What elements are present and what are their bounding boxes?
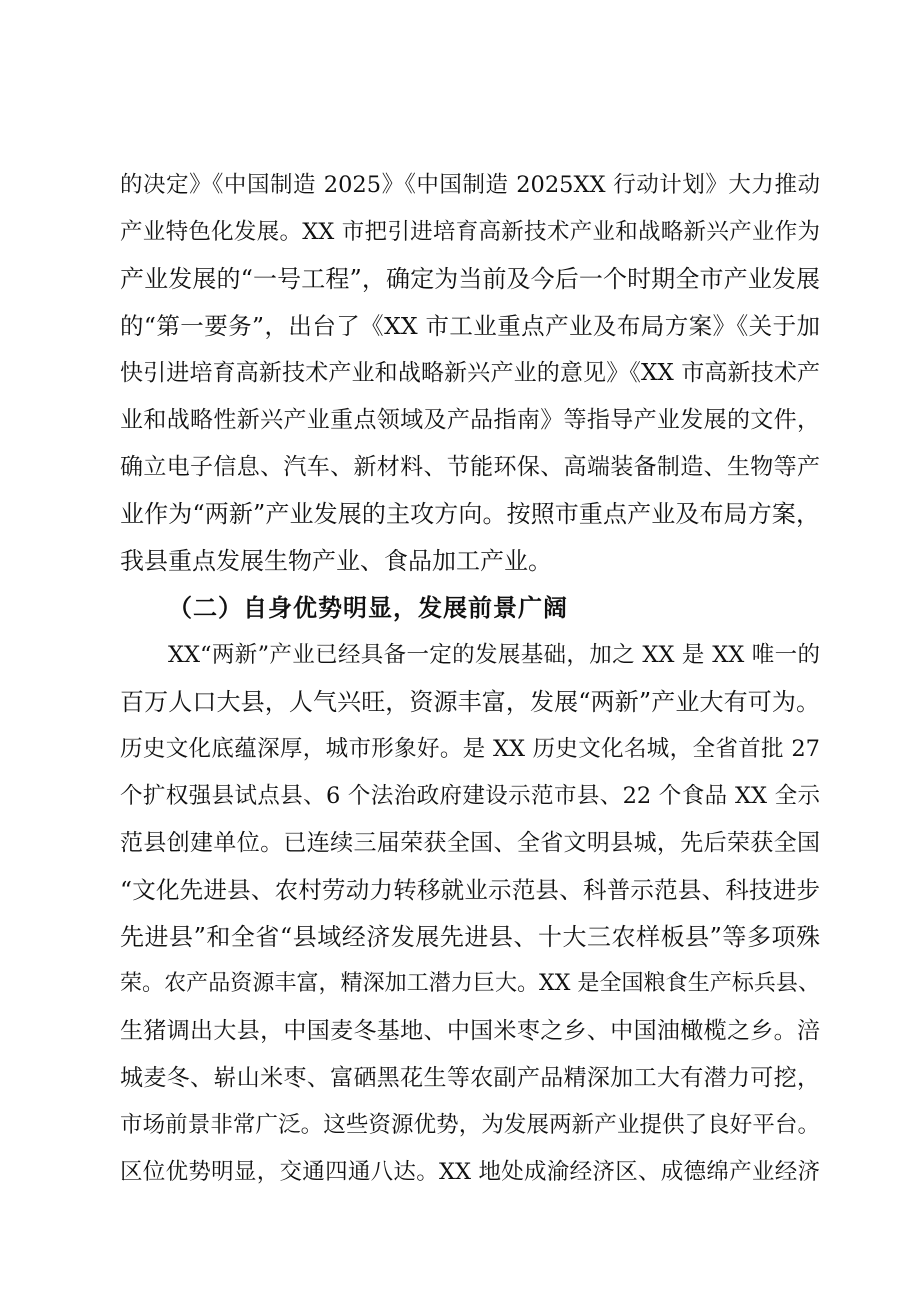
- paragraph-1-line: 快引进培育高新技术产业和战略新兴产业的意见》《XX 市高新技术产: [120, 360, 820, 386]
- paragraph-2-line: 历史文化底蕴深厚，城市形象好。是 XX 历史文化名城，全省首批 27: [120, 736, 820, 762]
- paragraph-1-line: 产业特色化发展。XX 市把引进培育高新技术产业和战略新兴产业作为: [120, 219, 820, 245]
- paragraph-2-line: 城麦冬、崭山米枣、富硒黑花生等农副产品精深加工大有潜力可挖，: [120, 1065, 820, 1091]
- paragraph-1-line: 确立电子信息、汽车、新材料、节能环保、高端装备制造、生物等产: [120, 454, 820, 480]
- paragraph-2-line: 生猪调出大县，中国麦冬基地、中国米枣之乡、中国油橄榄之乡。涪: [120, 1018, 820, 1044]
- paragraph-2-line: “文化先进县、农村劳动力转移就业示范县、科普示范县、科技进步: [120, 876, 820, 904]
- section-heading: （二）自身优势明显，发展前景广阔: [168, 593, 568, 622]
- paragraph-2-line: 先进县”和全省“县域经济发展先进县、十大三农样板县”等多项殊: [120, 923, 820, 951]
- paragraph-1-line: 业作为“两新”产业发展的主攻方向。按照市重点产业及布局方案，: [120, 500, 820, 528]
- paragraph-1-line: 我县重点发展生物产业、食品加工产业。: [120, 547, 552, 575]
- paragraph-2-line: 百万人口大县，人气兴旺，资源丰富，发展“两新”产业大有可为。: [120, 688, 820, 716]
- paragraph-1-line: 的决定》《中国制造 2025》《中国制造 2025XX 行动计划》大力推动: [120, 172, 820, 198]
- paragraph-2-line: 荣。农产品资源丰富，精深加工潜力巨大。XX 是全国粮食生产标兵县、: [120, 971, 820, 996]
- paragraph-1-line: 产业发展的“一号工程”，确定为当前及今后一个时期全市产业发展: [120, 265, 820, 293]
- paragraph-2-line: XX“两新”产业已经具备一定的发展基础，加之 XX 是 XX 唯一的: [168, 642, 820, 668]
- paragraph-2-line: 市场前景非常广泛。这些资源优势，为发展两新产业提供了良好平台。: [120, 1112, 820, 1138]
- paragraph-2-line: 个扩权强县试点县、6 个法治政府建设示范市县、22 个食品 XX 全示: [120, 783, 820, 809]
- paragraph-1-line: 的“第一要务”，出台了《XX 市工业重点产业及布局方案》《关于加: [120, 312, 820, 340]
- paragraph-2-line: 范县创建单位。已连续三届荣获全国、全省文明县城，先后荣获全国: [120, 830, 820, 856]
- paragraph-2-line: 区位优势明显，交通四通八达。XX 地处成渝经济区、成德绵产业经济: [120, 1159, 820, 1185]
- paragraph-1-line: 业和战略性新兴产业重点领域及产品指南》等指导产业发展的文件，: [120, 407, 820, 433]
